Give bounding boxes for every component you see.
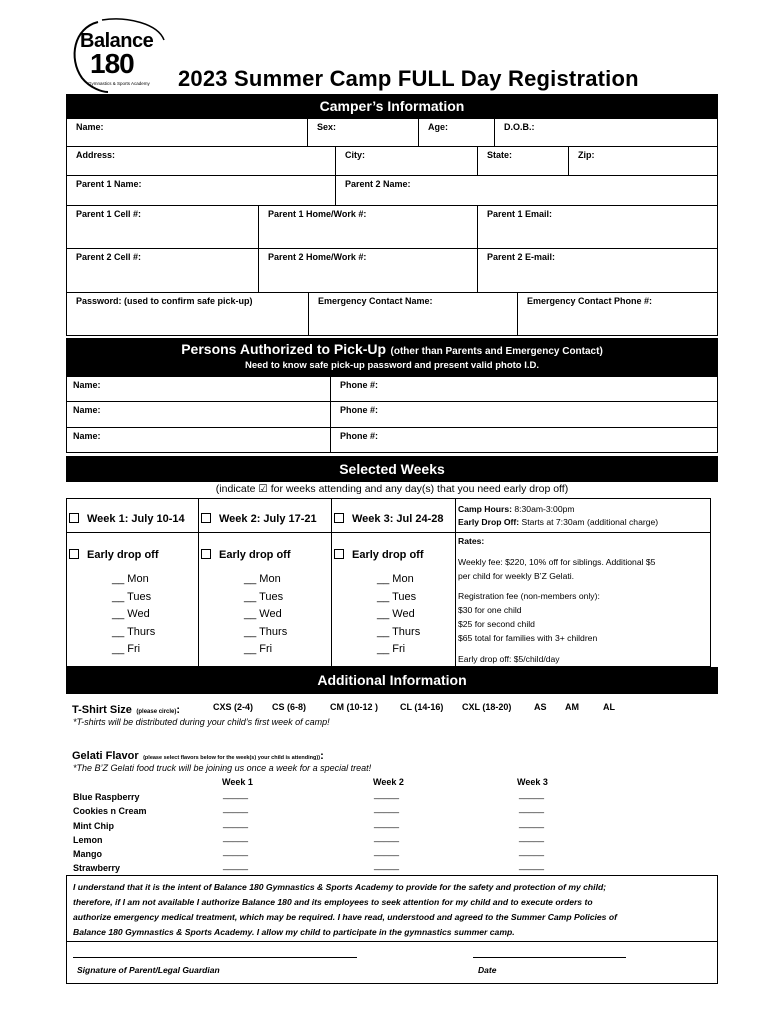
week2-label: Week 2: July 17-21 [219,513,317,525]
parent1-cell-field[interactable]: Parent 1 Cell #: [66,205,259,249]
week2-day-thurs[interactable]: __ Thurs [244,625,288,638]
gelati-italic-note: *The B’Z Gelati food truck will be joining us once a week for a special treat! [73,763,372,773]
week3-early-label: Early drop off [352,549,424,561]
password-field[interactable]: Password: (used to confirm safe pick-up) [66,292,309,336]
agreement-line4: Balance 180 Gymnastics & Sports Academy. I allow my child to participate in the gymnastics summer camp. [73,927,515,937]
week2-early-checkbox[interactable] [201,549,211,559]
flavor-mint-chip: Mint Chip [73,820,114,831]
camper-name-field[interactable]: Name: [66,118,308,147]
early-dropoff-value: Starts at 7:30am (additional charge) [521,517,659,527]
size-al[interactable]: AL [603,702,615,712]
w2-blank-4[interactable]: _____ [374,831,400,842]
w2-blank-1[interactable]: _____ [374,789,400,799]
weeks-header: Selected Weeks [66,456,718,482]
w3-blank-2[interactable]: _____ [519,803,545,814]
week2-option[interactable] [201,513,317,525]
reg-second-child: $25 for second child [458,619,535,629]
w1-blank-6[interactable]: _____ [223,860,249,871]
week1-early-drop[interactable] [69,549,159,561]
parent2-cell-field[interactable]: Parent 2 Cell #: [66,248,259,293]
camper-dob-field[interactable]: D.O.B.: [494,118,718,147]
w3-blank-3[interactable]: _____ [519,817,545,828]
state-field[interactable]: State: [477,146,569,176]
parent2-email-field[interactable]: Parent 2 E-mail: [477,248,718,293]
flavor-lemon: Lemon [73,834,103,845]
week3-early-drop[interactable] [334,549,424,561]
week1-option[interactable] [69,513,185,525]
w3-blank-6[interactable]: _____ [519,860,545,871]
pickup-phone-field-3[interactable]: Phone #: [330,427,718,453]
logo-tagline: Gymnastics & Sports Academy [88,81,150,86]
week2-checkbox[interactable] [201,513,211,523]
week3-early-checkbox[interactable] [334,549,344,559]
flavor-cookies-n-cream: Cookies n Cream [73,806,147,817]
agreement-line1: I understand that it is the intent of Balance 180 Gymnastics & Sports Academy to provide for the safety and protection of my child; [73,882,607,892]
size-as[interactable]: AS [534,702,547,712]
week2-day-wed[interactable]: __ Wed [244,608,282,620]
camp-hours-value: 8:30am-3:00pm [514,504,575,514]
week3-day-fri[interactable]: __ Fri [377,643,406,655]
w2-blank-5[interactable]: _____ [374,846,400,857]
agreement-line3: authorize emergency medical treatment, which may be required. I have read, understood and agreed to the Summer Camp Policies of [73,912,617,922]
week1-day-thurs[interactable]: __ Thurs [112,625,156,638]
agreement-text [73,880,617,940]
week2-day-mon[interactable]: __ Mon [244,573,281,585]
weekly-fee-line1: Weekly fee: $220, 10% off for siblings. Additional $5 [458,557,656,567]
week1-days [112,571,155,659]
camper-sex-field[interactable]: Sex: [307,118,419,147]
week1-checkbox[interactable] [69,513,79,523]
week1-day-wed[interactable]: __ Wed [112,608,150,620]
pickup-subnote: Need to know safe pick-up password and present valid photo I.D. [244,360,540,371]
gelati-week2-header: Week 2 [373,777,404,787]
city-field[interactable]: City: [335,146,478,176]
w1-blank-1[interactable]: _____ [223,789,249,799]
flavor-blue-raspberry: Blue Raspberry [73,792,140,802]
pickup-name-field-2[interactable]: Name: [66,401,331,428]
size-cl[interactable]: CL (14-16) [400,702,444,712]
flavor-list [73,790,147,876]
gelati-label: Gelati Flavor [72,750,139,762]
parent1-name-field[interactable]: Parent 1 Name: [66,175,336,206]
weeks-instruction: (indicate ☑ for weeks attending and any day(s) that you need early drop off) [215,483,569,495]
date-label: Date [478,965,497,975]
week3-day-wed[interactable]: __ Wed [377,608,415,620]
early-dropoff-label: Early Drop Off: [458,517,520,527]
week3-option[interactable] [334,513,444,525]
week2-early-drop[interactable] [201,549,291,561]
tshirt-size-label-group: T-Shirt Size (please circle): [72,704,181,716]
gelati-week3-header: Week 3 [517,777,548,787]
week1-label: Week 1: July 10-14 [87,513,185,525]
week3-days [377,571,420,659]
pickup-phone-field-2[interactable]: Phone #: [330,401,718,428]
w2-blank-3[interactable]: _____ [374,817,400,828]
gelati-week1-header: Week 1 [222,777,253,787]
early-drop-fee: Early drop off: $5/child/day [458,654,560,664]
week3-day-thurs[interactable]: __ Thurs [377,625,421,638]
gelati-week1-blanks [223,787,248,873]
week2-early-label: Early drop off [219,549,291,561]
week3-checkbox[interactable] [334,513,344,523]
pickup-title-note: (other than Parents and Emergency Contact) [390,346,603,357]
size-cs[interactable]: CS (6-8) [272,702,307,712]
parent1-email-field[interactable]: Parent 1 Email: [477,205,718,249]
emergency-name-field[interactable]: Emergency Contact Name: [308,292,518,336]
camper-info-header: Camper’s Information [66,94,718,118]
camp-hours [458,504,575,514]
week2-day-tues[interactable]: __ Tues [244,590,284,603]
pickup-title: Persons Authorized to Pick-Up [181,341,387,357]
logo-line1: Balance [80,30,154,52]
gelati-week3-blanks [519,787,544,873]
agreement-line2: therefore, if I am not available I authorize Balance 180 and its employees to seek attention for my child and to execute orders to [73,897,593,907]
gelati-week2-blanks [374,787,399,873]
week3-label: Week 3: Jul 24-28 [352,513,444,525]
parent1-home-field[interactable]: Parent 1 Home/Work #: [258,205,478,249]
balance-180-logo [68,18,168,94]
early-dropoff-info [458,517,658,527]
size-am[interactable]: AM [565,702,579,712]
pickup-header [66,338,718,376]
reg-one-child: $30 for one child [458,605,522,615]
page-title: 2023 Summer Camp FULL Day Registration [178,66,639,91]
camper-age-field[interactable]: Age: [418,118,495,147]
parent2-name-field[interactable]: Parent 2 Name: [335,175,718,206]
gelati-label-group: Gelati Flavor (please select flavors below for the week(s) your child is attending)): [72,750,324,762]
week1-day-fri[interactable]: __ Fri [112,643,141,655]
address-field[interactable]: Address: [66,146,336,176]
signature-label: Signature of Parent/Legal Guardian [77,965,220,975]
week1-day-mon[interactable]: __ Mon [112,573,149,585]
pickup-name-field-3[interactable]: Name: [66,427,331,453]
logo-line2: 180 [90,48,134,79]
week1-early-label: Early drop off [87,549,159,561]
reg-families: $65 total for families with 3+ children [458,633,598,643]
registration-fee: Registration fee (non-members only): [458,591,600,601]
camp-hours-label: Camp Hours: [458,504,512,514]
signature-box [66,942,718,984]
flavor-strawberry: Strawberry [73,863,121,874]
pickup-name-field-1[interactable]: Name: [66,376,331,402]
w1-blank-5[interactable]: _____ [223,846,249,857]
week2-days [244,571,287,659]
tshirt-italic-note: *T-shirts will be distributed during your child’s first week of camp! [73,717,330,727]
w1-blank-2[interactable]: _____ [223,803,249,814]
week3-day-mon[interactable]: __ Mon [377,573,414,585]
week1-day-tues[interactable]: __ Tues [112,590,152,603]
tshirt-note: (please circle) [136,709,177,715]
emergency-phone-field[interactable]: Emergency Contact Phone #: [517,292,718,336]
tshirt-label: T-Shirt Size [72,704,132,716]
pickup-phone-field-1[interactable]: Phone #: [330,376,718,402]
w1-blank-4[interactable]: _____ [223,831,249,842]
w3-blank-5[interactable]: _____ [519,846,545,857]
week2-day-fri[interactable]: __ Fri [244,643,273,655]
parent2-home-field[interactable]: Parent 2 Home/Work #: [258,248,478,293]
gelati-note: (please select flavors below for the week(s) your child is attending)) [143,755,321,761]
w3-blank-1[interactable]: _____ [519,789,545,799]
w2-blank-2[interactable]: _____ [374,803,400,814]
week1-early-checkbox[interactable] [69,549,79,559]
additional-info-header: Additional Information [66,667,718,694]
w1-blank-3[interactable]: _____ [223,817,249,828]
rates-label: Rates: [458,536,485,546]
week3-day-tues[interactable]: __ Tues [377,590,417,603]
zip-field[interactable]: Zip: [568,146,718,176]
weekly-fee-line2: per child for weekly B’Z Gelati. [458,571,575,581]
w2-blank-6[interactable]: _____ [374,860,400,871]
w3-blank-4[interactable]: _____ [519,831,545,842]
size-cm[interactable]: CM (10-12 ) [330,702,379,712]
signature-line[interactable] [73,957,357,958]
flavor-mango: Mango [73,849,102,860]
size-cxl[interactable]: CXL (18-20) [462,702,512,712]
size-cxs[interactable]: CXS (2-4) [213,702,254,712]
date-line[interactable] [473,957,626,958]
